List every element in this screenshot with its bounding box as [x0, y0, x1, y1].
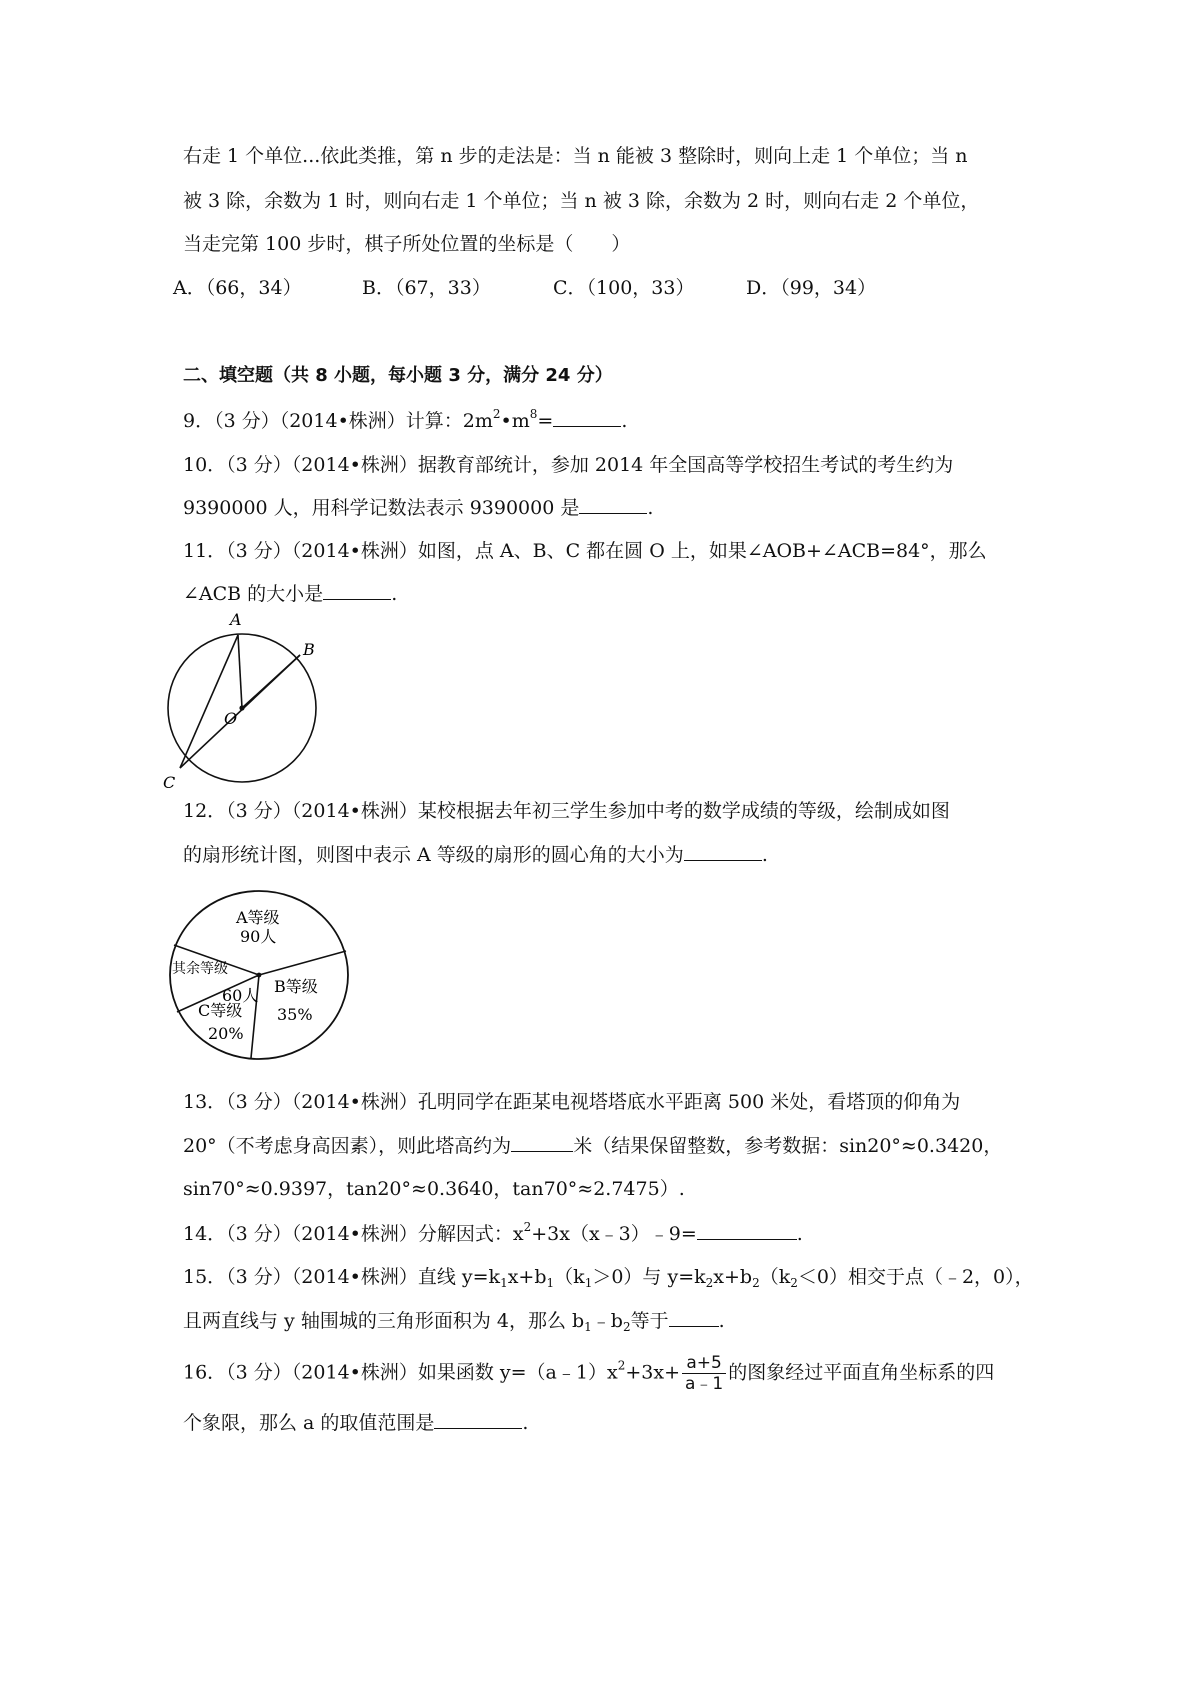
q16-fraction-denominator: a﹣1: [685, 1374, 724, 1394]
q12-line-1: 12．（3 分）（2014•株洲）某校根据去年初三学生参加中考的数学成绩的等级，绘制成如图: [183, 800, 950, 822]
q8-option-d: D．（99，34）: [746, 277, 877, 299]
q16-line-1: 16．（3 分）（2014•株洲）如果函数 $y=(a﹣1)x^2+3x+$ $\frac{a+5}{a﹣1}$ 的图象经过平面直角坐标系的四: [183, 1353, 995, 1394]
q11-line-1: 11．（3 分）（2014•株洲）如图，点 A、B、C 都在圆 O 上，如果∠AOB+∠ACB=84°，那么: [183, 540, 987, 562]
q13-line-3: sin70°≈0.9397，tan20°≈0.3640，tan70°≈2.7475）.: [183, 1178, 685, 1200]
q11-line-2: ∠ACB 的大小是 .: [183, 583, 398, 605]
q8-line-1: 右走 1 个单位...依此类推，第 n 步的走法是：当 n 能被 3 整除时，则向上走 1 个单位；当 n: [183, 145, 968, 167]
q15-answer-blank: [669, 1308, 719, 1327]
segment-ac: [180, 635, 238, 768]
q13-answer-blank: [511, 1133, 573, 1152]
label-c: C: [163, 773, 176, 792]
label-b: B: [303, 640, 315, 659]
q16-fraction-numerator: a+5: [682, 1353, 726, 1374]
pie-label-c: C等级: [198, 1001, 243, 1020]
q16-line-2: 个象限，那么 a 的取值范围是 .: [183, 1412, 529, 1434]
q10-answer-blank: [579, 495, 647, 514]
q14-answer-blank: [697, 1221, 797, 1240]
pie-value-b: 35%: [277, 1005, 313, 1024]
circle-figure: [160, 608, 330, 793]
pie-value-a: 90人: [240, 927, 277, 946]
q13-line-1: 13．（3 分）（2014•株洲）孔明同学在距某电视塔塔底水平距离 500 米处，看塔顶的仰角为: [183, 1091, 961, 1113]
q16-fraction: [682, 1353, 726, 1394]
pie-chart-figure: [160, 888, 360, 1073]
pie-divider-a-b: [259, 951, 346, 975]
q12-line-2: 的扇形统计图，则图中表示 A 等级的扇形的圆心角的大小为 .: [183, 844, 768, 866]
q8-option-a: A．（66，34）: [173, 277, 302, 299]
q8-option-b: B．（67，33）: [362, 277, 491, 299]
pie-label-a: A等级: [236, 908, 280, 927]
q13-line-2: 20°（不考虑身高因素），则此塔高约为 米（结果保留整数，参考数据：sin20°≈0.3420，: [183, 1135, 1003, 1157]
label-o: O: [224, 709, 238, 728]
q15-line-1: 15．（3 分）（2014•株洲）直线 $y=k_1x+b_1(k_1>0)$与 $y=k_2x+b_2(k_2<0)$相交于点（﹣2，0），: [183, 1266, 1034, 1290]
q9-text: 9．（3 分）（2014•株洲）计算：$2m^2•m^8=$ .: [183, 407, 628, 432]
label-a: A: [230, 610, 242, 629]
q8-line-3: 当走完第 100 步时，棋子所处位置的坐标是（ ）: [183, 233, 631, 255]
segment-ao: [238, 635, 242, 708]
q15-line-2: 且两直线与 y 轴围城的三角形面积为 4，那么 $b_1﹣b_2$等于 .: [183, 1310, 725, 1334]
q10-line-2: 9390000 人，用科学记数法表示 9390000 是 .: [183, 497, 654, 519]
section-2-title: 二、填空题（共 8 小题，每小题 3 分，满分 24 分）: [183, 365, 613, 386]
q9-answer-blank: [553, 408, 621, 427]
pie-label-other: 其余等级: [172, 961, 228, 977]
pie-value-other: 60人: [222, 986, 259, 1005]
q12-answer-blank: [684, 842, 762, 861]
pie-value-c: 20%: [208, 1024, 244, 1043]
pie-center-dot: [257, 973, 262, 978]
q11-answer-blank: [323, 581, 391, 600]
q16-answer-blank: [434, 1410, 522, 1429]
q8-option-c: C．（100，33）: [553, 277, 695, 299]
pie-label-b: B等级: [274, 977, 318, 996]
center-dot: [239, 705, 244, 710]
q10-line-1: 10．（3 分）（2014•株洲）据教育部统计，参加 2014 年全国高等学校招生考试的考生约为: [183, 454, 954, 476]
q14-text: 14．（3 分）（2014•株洲）分解因式：$x^2+3x(x﹣3)﹣9=$ .: [183, 1220, 803, 1245]
q8-line-2: 被 3 除，余数为 1 时，则向右走 1 个单位；当 n 被 3 除，余数为 2 时，则向右走 2 个单位，: [183, 190, 980, 212]
